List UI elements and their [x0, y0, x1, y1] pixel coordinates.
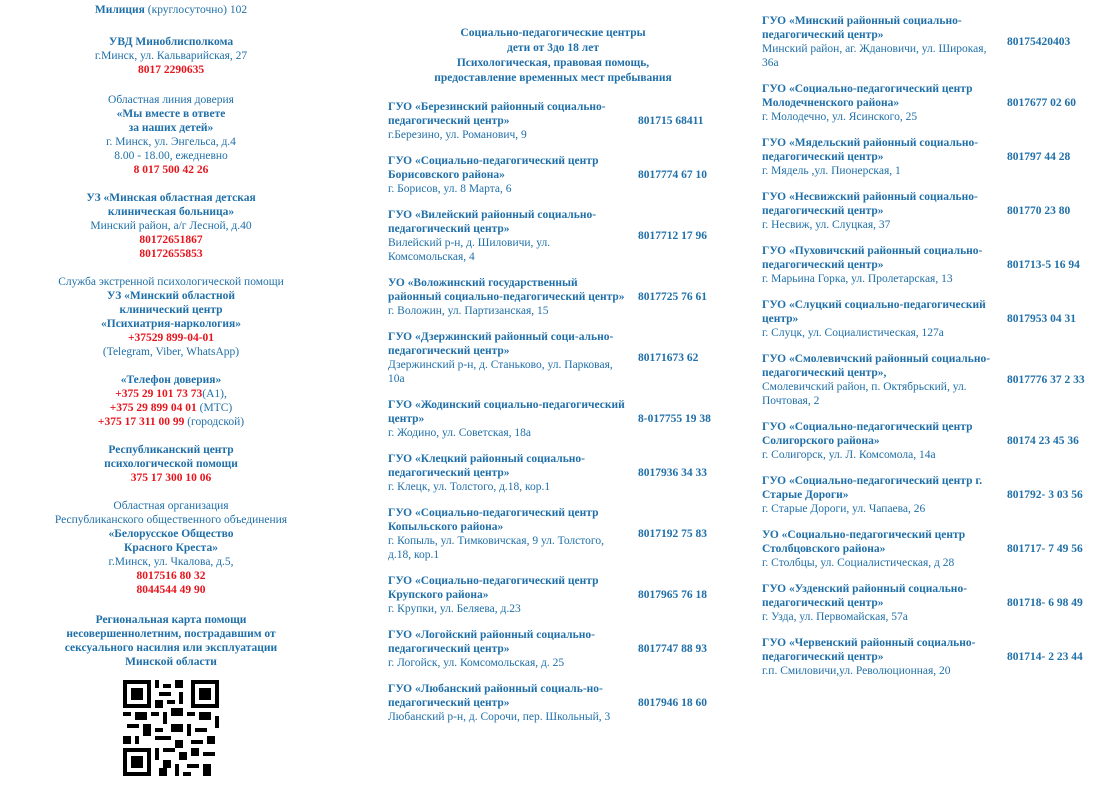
- center-name: ГУО «Логойский районный социально-педагогический центр»: [388, 629, 595, 655]
- center-entry-text: [388, 330, 628, 386]
- center-entry-text: [762, 352, 997, 408]
- center-name: ГУО «Социально-педагогический центр Борисовского района»: [388, 155, 599, 181]
- psy-messengers: (Telegram, Viber, WhatsApp): [102, 346, 240, 358]
- rc-address: г.Минск, ул. Чкалова, д.5,: [108, 556, 234, 568]
- center-address: г. Солигорск, ул. Л. Комсомола, 14а: [762, 449, 936, 461]
- psy-block: [0, 275, 342, 359]
- center-entry: [388, 682, 733, 724]
- center-entry-text: [388, 452, 628, 494]
- rep-phone: 375 17 300 10 06: [130, 472, 212, 484]
- center-name: ГУО «Мядельский районный социально-педагогический центр»: [762, 137, 979, 163]
- center-entry: [762, 352, 1119, 408]
- center-name: ГУО «Социально-педагогический центр Солигорского района»: [762, 421, 973, 447]
- center-address: г. Слуцк, ул. Социалистическая, 127а: [762, 327, 944, 339]
- uvd-phone: 8017 2290635: [137, 64, 205, 76]
- center-phone: 8017677 02 60: [1007, 97, 1076, 109]
- center-phone: 8017712 17 96: [638, 230, 707, 242]
- center-entry-text: [388, 398, 628, 440]
- center-phone: 8017965 76 18: [638, 589, 707, 601]
- center-entry-text: [388, 506, 628, 562]
- rc-phone1: 8017516 80 32: [136, 570, 206, 582]
- center-name: ГУО «Социально-педагогический центр Молодечненского района»: [762, 83, 973, 109]
- center-address: Вилейский р-н, д. Шиловичи, ул. Комсомольская, 4: [388, 237, 551, 263]
- psy-phone: +37529 899-04-01: [127, 332, 215, 344]
- center-address: г. Логойск, ул. Комсомольская, д. 25: [388, 657, 565, 669]
- uvd-block: [0, 35, 342, 77]
- center-phone: 801797 44 28: [1007, 151, 1071, 163]
- center-phone: 80174 23 45 36: [1007, 435, 1079, 447]
- hotline-phone: 8 017 500 42 26: [133, 164, 209, 176]
- center-name: ГУО «Социально-педагогический центр г. Старые Дороги»: [762, 475, 983, 501]
- center-name: ГУО «Смолевичский районный социально-педагогический центр»,: [762, 353, 991, 379]
- center-entry: [762, 582, 1119, 624]
- hotline-name1: «Мы вместе в ответе: [116, 108, 226, 120]
- center-address: г. Узда, ул. Первомайская, 57а: [762, 611, 908, 623]
- center-entry: [762, 474, 1119, 516]
- center-entry-text: [762, 298, 997, 340]
- center-entry-text: [388, 574, 628, 616]
- trust-line2: [0, 401, 342, 415]
- psy-name1: УЗ «Минский областной: [106, 290, 236, 302]
- center-entry-text: [762, 528, 997, 570]
- trust-title: «Телефон доверия»: [120, 374, 222, 386]
- center-address: г. Молодечно, ул. Ясинского, 25: [762, 111, 918, 123]
- center-phone: 8-017755 19 38: [638, 413, 711, 425]
- rc-line1: Областная организация: [113, 500, 229, 512]
- center-address: Дзержинский р-н, д. Станьково, ул. Парковая, 10а: [388, 359, 613, 385]
- center-entry: [388, 100, 733, 142]
- center-address: г. Жодино, ул. Советская, 18а: [388, 427, 532, 439]
- police-block: [0, 3, 342, 17]
- center-name: ГУО «Дзержинский районный соци-ально-педагогический центр»: [388, 331, 614, 357]
- center-address: Любанский р-н, д. Сорочи, пер. Школьный, 3: [388, 711, 611, 723]
- center-entry: [388, 574, 733, 616]
- center-entry: [762, 636, 1119, 678]
- map-line3: сексуального насилия или эксплуатации: [64, 642, 278, 654]
- center-name: ГУО «Червенский районный социально-педагогический центр»: [762, 637, 976, 663]
- center-address: г. Марьина Горка, ул. Пролетарская, 13: [762, 273, 953, 285]
- center-entry: [762, 528, 1119, 570]
- centers-header-line2: дети от 3до 18 лет: [507, 42, 599, 54]
- center-entry: [762, 136, 1119, 178]
- center-entry-text: [388, 628, 628, 670]
- center-address: г.п. Смиловичи,ул. Революционная, 20: [762, 665, 951, 677]
- center-phone: 801715 68411: [638, 115, 704, 127]
- center-entry-text: [388, 682, 628, 724]
- center-entry-text: [762, 14, 997, 70]
- center-entry-text: [762, 82, 997, 124]
- hospital-phone1: 80172651867: [139, 234, 203, 246]
- map-line2: несовершеннолетним, пострадавшим от: [66, 628, 276, 640]
- center-address: г. Несвиж, ул. Слуцкая, 37: [762, 219, 891, 231]
- center-phone: 80175420403: [1007, 36, 1071, 48]
- hotline-line1: Областная линия доверия: [108, 94, 234, 106]
- center-address: г. Воложин, ул. Партизанская, 15: [388, 305, 549, 317]
- hotline-address: г. Минск, ул. Энгельса, д.4: [106, 136, 236, 148]
- trust-op3: (городской): [184, 416, 245, 428]
- center-phone: 8017953 04 31: [1007, 313, 1076, 325]
- center-entry: [762, 14, 1119, 70]
- centers-list-middle: [388, 100, 733, 724]
- center-phone: 801718- 6 98 49: [1007, 597, 1083, 609]
- center-entry: [388, 398, 733, 440]
- middle-column: [388, 0, 733, 736]
- trust-line3: [0, 415, 342, 429]
- centers-header: [388, 26, 718, 86]
- center-name: ГУО «Узденский районный социально-педагогический центр»: [762, 583, 968, 609]
- center-entry: [388, 330, 733, 386]
- hospital-phone2: 80172655853: [139, 248, 203, 260]
- center-entry: [388, 276, 733, 318]
- centers-list-right: [762, 14, 1119, 678]
- center-name: ГУО «Социально-педагогический центр Копыльского района»: [388, 507, 599, 533]
- hospital-name1: УЗ «Минская областная детская: [86, 192, 256, 204]
- center-entry-text: [762, 636, 997, 678]
- center-name: ГУО «Клецкий районный социально-педагогический центр»: [388, 453, 585, 479]
- center-phone: 8017192 75 83: [638, 528, 707, 540]
- center-name: ГУО «Березинский районный социально-педагогический центр»: [388, 101, 606, 127]
- center-name: ГУО «Слуцкий социально-педагогический центр»: [762, 299, 986, 325]
- center-name: ГУО «Любанский районный социаль-но-педагогический центр»: [388, 683, 603, 709]
- center-entry-text: [388, 208, 628, 264]
- rep-name1: Республиканский центр: [108, 444, 234, 456]
- center-entry: [388, 506, 733, 562]
- center-entry: [388, 154, 733, 196]
- center-address: Смолевичский район, п. Октябрьский, ул. Почтовая, 2: [762, 381, 967, 407]
- rc-name1: «Белорусское Общество: [108, 528, 234, 540]
- center-phone: 8017776 37 2 33: [1007, 374, 1085, 386]
- psy-service: Служба экстренной психологической помощи: [58, 276, 284, 288]
- center-phone: 801770 23 80: [1007, 205, 1071, 217]
- center-address: г.Березино, ул. Романович, 9: [388, 129, 527, 141]
- psy-name2: клинический центр: [119, 304, 223, 316]
- center-phone: 801714- 2 23 44: [1007, 651, 1083, 663]
- center-phone: 8017747 88 93: [638, 643, 707, 655]
- hospital-name2: клиническая больница»: [107, 206, 235, 218]
- center-entry: [762, 298, 1119, 340]
- center-entry-text: [762, 244, 997, 286]
- center-name: УО «Воложинский государственный районный социально-педагогический центр»: [388, 277, 625, 303]
- center-phone: 8017774 67 10: [638, 169, 707, 181]
- rc-phone2: 8044544 49 90: [136, 584, 206, 596]
- trust-op2: (МТС): [196, 402, 233, 414]
- center-entry: [762, 190, 1119, 232]
- center-address: г. Копыль, ул. Тимковичская, 9 ул. Толстого, д.18, кор.1: [388, 535, 604, 561]
- map-line4: Минской области: [125, 656, 217, 668]
- center-entry-text: [762, 136, 997, 178]
- center-entry: [388, 452, 733, 494]
- center-entry-text: [388, 154, 628, 196]
- center-entry: [762, 244, 1119, 286]
- hospital-block: [0, 191, 342, 261]
- hotline-name2: за наших детей»: [128, 122, 214, 134]
- centers-header-line3: Психологическая, правовая помощь,: [456, 57, 650, 69]
- rc-line2: Республиканского общественного объединения: [54, 514, 288, 526]
- trust-phone1: +375 29 101 73 73: [115, 388, 203, 400]
- center-entry-text: [762, 582, 997, 624]
- center-address: г. Клецк, ул. Толстого, д.18, кор.1: [388, 481, 551, 493]
- uvd-title: УВД Миноблисполкома: [108, 36, 234, 48]
- left-column: [0, 0, 342, 776]
- hotline-block: [0, 93, 342, 177]
- right-column: [762, 0, 1119, 690]
- rep-name2: психологической помощи: [104, 458, 238, 470]
- centers-header-line4: предоставление временных мест пребывания: [434, 72, 672, 84]
- center-name: ГУО «Вилейский районный социально-педагогический центр»: [388, 209, 597, 235]
- center-entry-text: [762, 474, 997, 516]
- center-address: г. Старые Дороги, ул. Чапаева, 26: [762, 503, 926, 515]
- center-phone: 8017946 18 60: [638, 697, 707, 709]
- map-line1: Региональная карта помощи: [95, 614, 247, 626]
- psy-name3: «Психиатрия-наркология»: [101, 318, 241, 330]
- center-entry-text: [388, 100, 628, 142]
- center-name: ГУО «Минский районный социально-педагогический центр»: [762, 15, 962, 41]
- center-entry-text: [388, 276, 628, 318]
- police-title: Милиция: [94, 4, 145, 16]
- center-entry: [762, 420, 1119, 462]
- center-entry-text: [762, 420, 997, 462]
- trust-block: [0, 373, 342, 429]
- police-rest: (круглосуточно) 102: [144, 4, 248, 16]
- center-phone: 8017725 76 61: [638, 291, 707, 303]
- center-address: г. Столбцы, ул. Социалистическая, д 28: [762, 557, 955, 569]
- hospital-address: Минский район, а/г Лесной, д.40: [90, 220, 252, 232]
- center-address: г. Борисов, ул. 8 Марта, 6: [388, 183, 512, 195]
- trust-phone2: +375 29 899 04 01: [109, 402, 197, 414]
- center-name: ГУО «Социально-педагогический центр Крупского района»: [388, 575, 599, 601]
- rc-name2: Красного Креста»: [124, 542, 218, 554]
- center-name: ГУО «Жодинский социально-педагогический центр»: [388, 399, 625, 425]
- center-phone: 80171673 62: [638, 352, 699, 364]
- center-address: Минский район, аг. Ждановичи, ул. Широкая, 36а: [762, 43, 987, 69]
- center-entry: [762, 82, 1119, 124]
- center-entry: [388, 628, 733, 670]
- center-name: УО «Социально-педагогический центр Столбцовского района»: [762, 529, 966, 555]
- center-phone: 8017936 34 33: [638, 467, 707, 479]
- hotline-hours: 8.00 - 18.00, ежедневно: [114, 150, 228, 162]
- center-phone: 801717- 7 49 56: [1007, 543, 1083, 555]
- centers-header-line1: Социально-педагогические центры: [460, 27, 646, 39]
- uvd-address: г.Минск, ул. Кальварийская, 27: [94, 50, 248, 62]
- trust-line1: [0, 387, 342, 401]
- qr-code[interactable]: [123, 680, 219, 776]
- qr-code-icon: [123, 680, 219, 776]
- center-entry: [388, 208, 733, 264]
- trust-op1: (А1),: [202, 388, 227, 400]
- center-phone: 801713-5 16 94: [1007, 259, 1080, 271]
- center-name: ГУО «Пуховичский районный социально-педагогический центр»: [762, 245, 983, 271]
- center-entry-text: [762, 190, 997, 232]
- center-address: г. Мядель ,ул. Пионерская, 1: [762, 165, 901, 177]
- center-address: г. Крупки, ул. Беляева, д.23: [388, 603, 521, 615]
- center-name: ГУО «Несвижский районный социально-педагогический центр»: [762, 191, 978, 217]
- center-phone: 801792- 3 03 56: [1007, 489, 1083, 501]
- red-cross-block: [0, 499, 342, 597]
- trust-phone3: +375 17 311 00 99: [97, 416, 185, 428]
- republic-center-block: [0, 443, 342, 485]
- regional-map-block: [0, 613, 342, 669]
